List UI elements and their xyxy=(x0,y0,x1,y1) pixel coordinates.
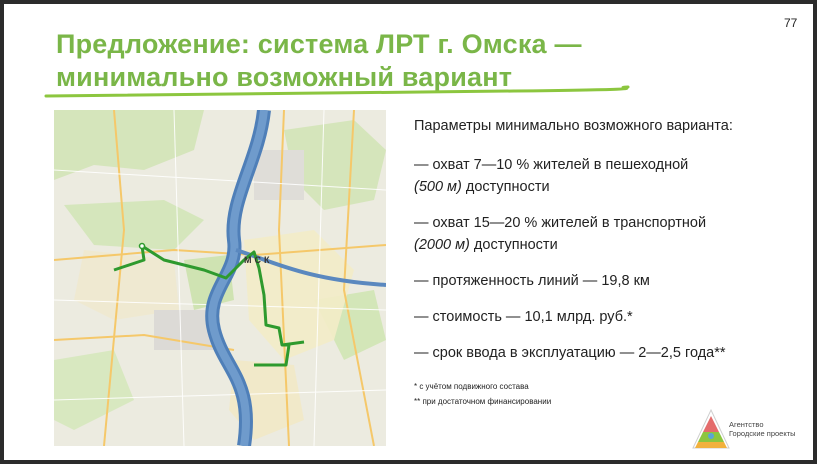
slide xyxy=(4,4,813,460)
footnote-rolling-stock: * с учётом подвижного состава xyxy=(414,382,529,391)
parameter-item-transport-italic: (2000 м) xyxy=(414,237,470,253)
agency-logo-line-1: Агентство xyxy=(729,420,764,429)
parameter-item-term: — срок ввода в эксплуатацию — 2—2,5 года** xyxy=(414,345,726,361)
page-number: 77 xyxy=(784,16,798,30)
slide-title-line-1: Предложение: система ЛРТ г. Омска — xyxy=(56,29,582,59)
map-graphic xyxy=(54,110,386,446)
footnote-financing: ** при достаточном финансировании xyxy=(414,397,552,406)
parameter-item-walking-italic: (500 м) xyxy=(414,179,462,195)
parameter-item-length: — протяженность линий — 19,8 км xyxy=(414,273,650,289)
parameters-heading: Параметры минимально возможного варианта: xyxy=(414,118,733,134)
route-terminal xyxy=(140,244,145,249)
parameter-item-walking-coverage xyxy=(414,154,804,198)
map-city-label: МСК xyxy=(244,255,273,265)
parameters-block xyxy=(414,116,804,378)
slide-title-line-2: минимально возможный вариант xyxy=(56,62,513,92)
parameter-item-transport-main: — охват 15—20 % жителей в транспортной xyxy=(414,215,707,231)
title-underline xyxy=(44,82,634,102)
parameter-item-cost: — стоимость — 10,1 млрд. руб.* xyxy=(414,309,633,325)
parameter-item-transport-coverage xyxy=(414,212,804,256)
agency-logo-line-2: Городские проекты xyxy=(729,429,796,438)
agency-logo-icon xyxy=(689,406,733,452)
agency-logo xyxy=(689,406,799,454)
parameter-item-transport-rest: доступности xyxy=(469,237,558,253)
parameter-item-walking-rest: доступности xyxy=(461,179,550,195)
city-map xyxy=(54,110,386,446)
parameter-item-walking-main: — охват 7—10 % жителей в пешеходной xyxy=(414,157,689,173)
